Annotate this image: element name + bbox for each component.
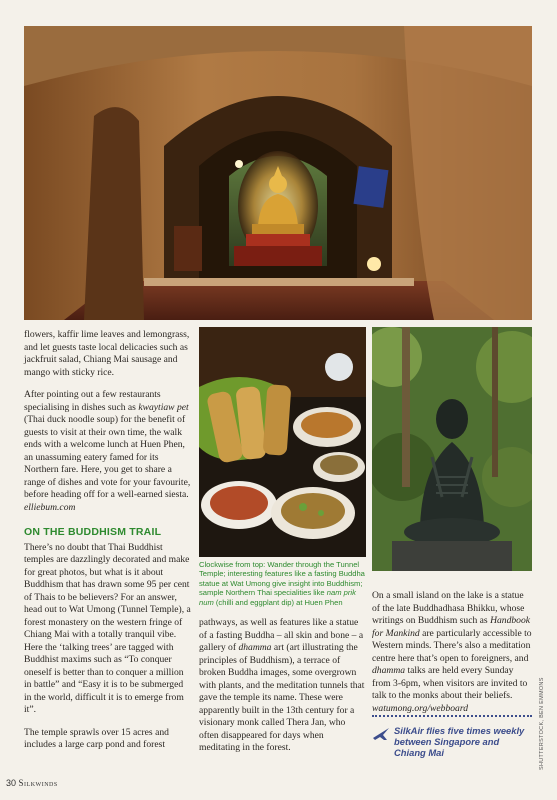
paragraph: pathways, as well as features like a statue of a fasting Buddha – all skin and bone – a gallery of dhamma art (art illustrating the principles of Buddhism), a terrace of broken Buddha images, some overgrown with plants, and the meditation tunnels that gave the temple its name. These were apparently built in the 13th century for a visionary monk called Thera Jan, who often disappeared for days when meditating in the forest. — [199, 617, 365, 753]
paragraph: On a small island on the lake is a statue of the late Buddhadhasa Bhikku, whose writings on Buddhism such as Handbook for Mankind are particularly accessible to Western minds. There’s also a meditation centre here that’s open to foreigners, and dhamma talks are held every Sunday from 3-6pm, when visitors are invited to talk to the monks about their beliefs. watumong.org/webboard — [372, 590, 532, 714]
website-link[interactable]: watumong.org/webboard — [372, 702, 469, 714]
paragraph: There’s no doubt that Thai Buddhist temples are dazzlingly decorated and make for great photos, but what is it about Buddhism that has drawn some 95 per cent of Thais to be believers? For an answer, head out to Wat Umong (Tunnel Temple), a forest monastery on the western fringe of Chiang Mai with a totally tranquil vibe. Here the ‘talking trees’ are tagged with Buddhist maxims such as “To conquer oneself is better than to conquer a million in battle” and “Easy it is to be submerged in the world, difficult it is to emerge from it”. — [24, 541, 191, 715]
photo-credit: SHUTTERSTOCK, BEN EMMONS — [539, 677, 545, 770]
photo-caption: Clockwise from top: Wander through the Tunnel Temple; interesting features like a fasting Buddha statue at Wat Umong give insight into Buddhism; sample Northern Thai specialities like nam prik num (chilli and eggplant dip) at Huen Phen — [199, 560, 365, 607]
divider — [372, 715, 532, 717]
section-heading: ON THE BUDDHISM TRAIL — [24, 526, 162, 538]
silkair-line-1: SilkAir flies five times weekly — [394, 725, 525, 736]
article-column-2 — [199, 617, 366, 765]
airplane-icon — [372, 726, 390, 744]
silkair-line-2: between Singapore and Chiang Mai — [394, 736, 500, 758]
paragraph: flowers, kaffir lime leaves and lemongrass, and let guests taste local delicacies such as jackfruit salad, Chiang Mai sausage and mango with sticky rice. — [24, 329, 190, 378]
food-photo — [199, 327, 366, 557]
tunnel-temple-photo — [24, 26, 532, 320]
article-column-1 — [24, 329, 192, 762]
paragraph: After pointing out a few restaurants specialising in dishes such as kwaytiaw pet (Thai duck noodle soup) for the benefit of guests to visit at their own time, the walk ends with a welcome lunch at Huen Phen, an unassuming eatery famed for its Northern fare. Here, you get to share a range of dishes and vote for your favourite, before heading off for a well-earned siesta. elliebum.com — [24, 389, 191, 513]
publication-name: Silkwinds — [18, 778, 58, 788]
fasting-buddha-photo — [372, 327, 532, 571]
paragraph: The temple sprawls over 15 acres and includes a large carp pond and forest — [24, 726, 169, 750]
article-column-3 — [372, 590, 532, 725]
page-number: 30 — [6, 778, 17, 788]
silkair-flight-note — [372, 722, 532, 762]
page-footer — [6, 778, 58, 788]
website-link[interactable]: elliebum.com — [24, 501, 76, 513]
